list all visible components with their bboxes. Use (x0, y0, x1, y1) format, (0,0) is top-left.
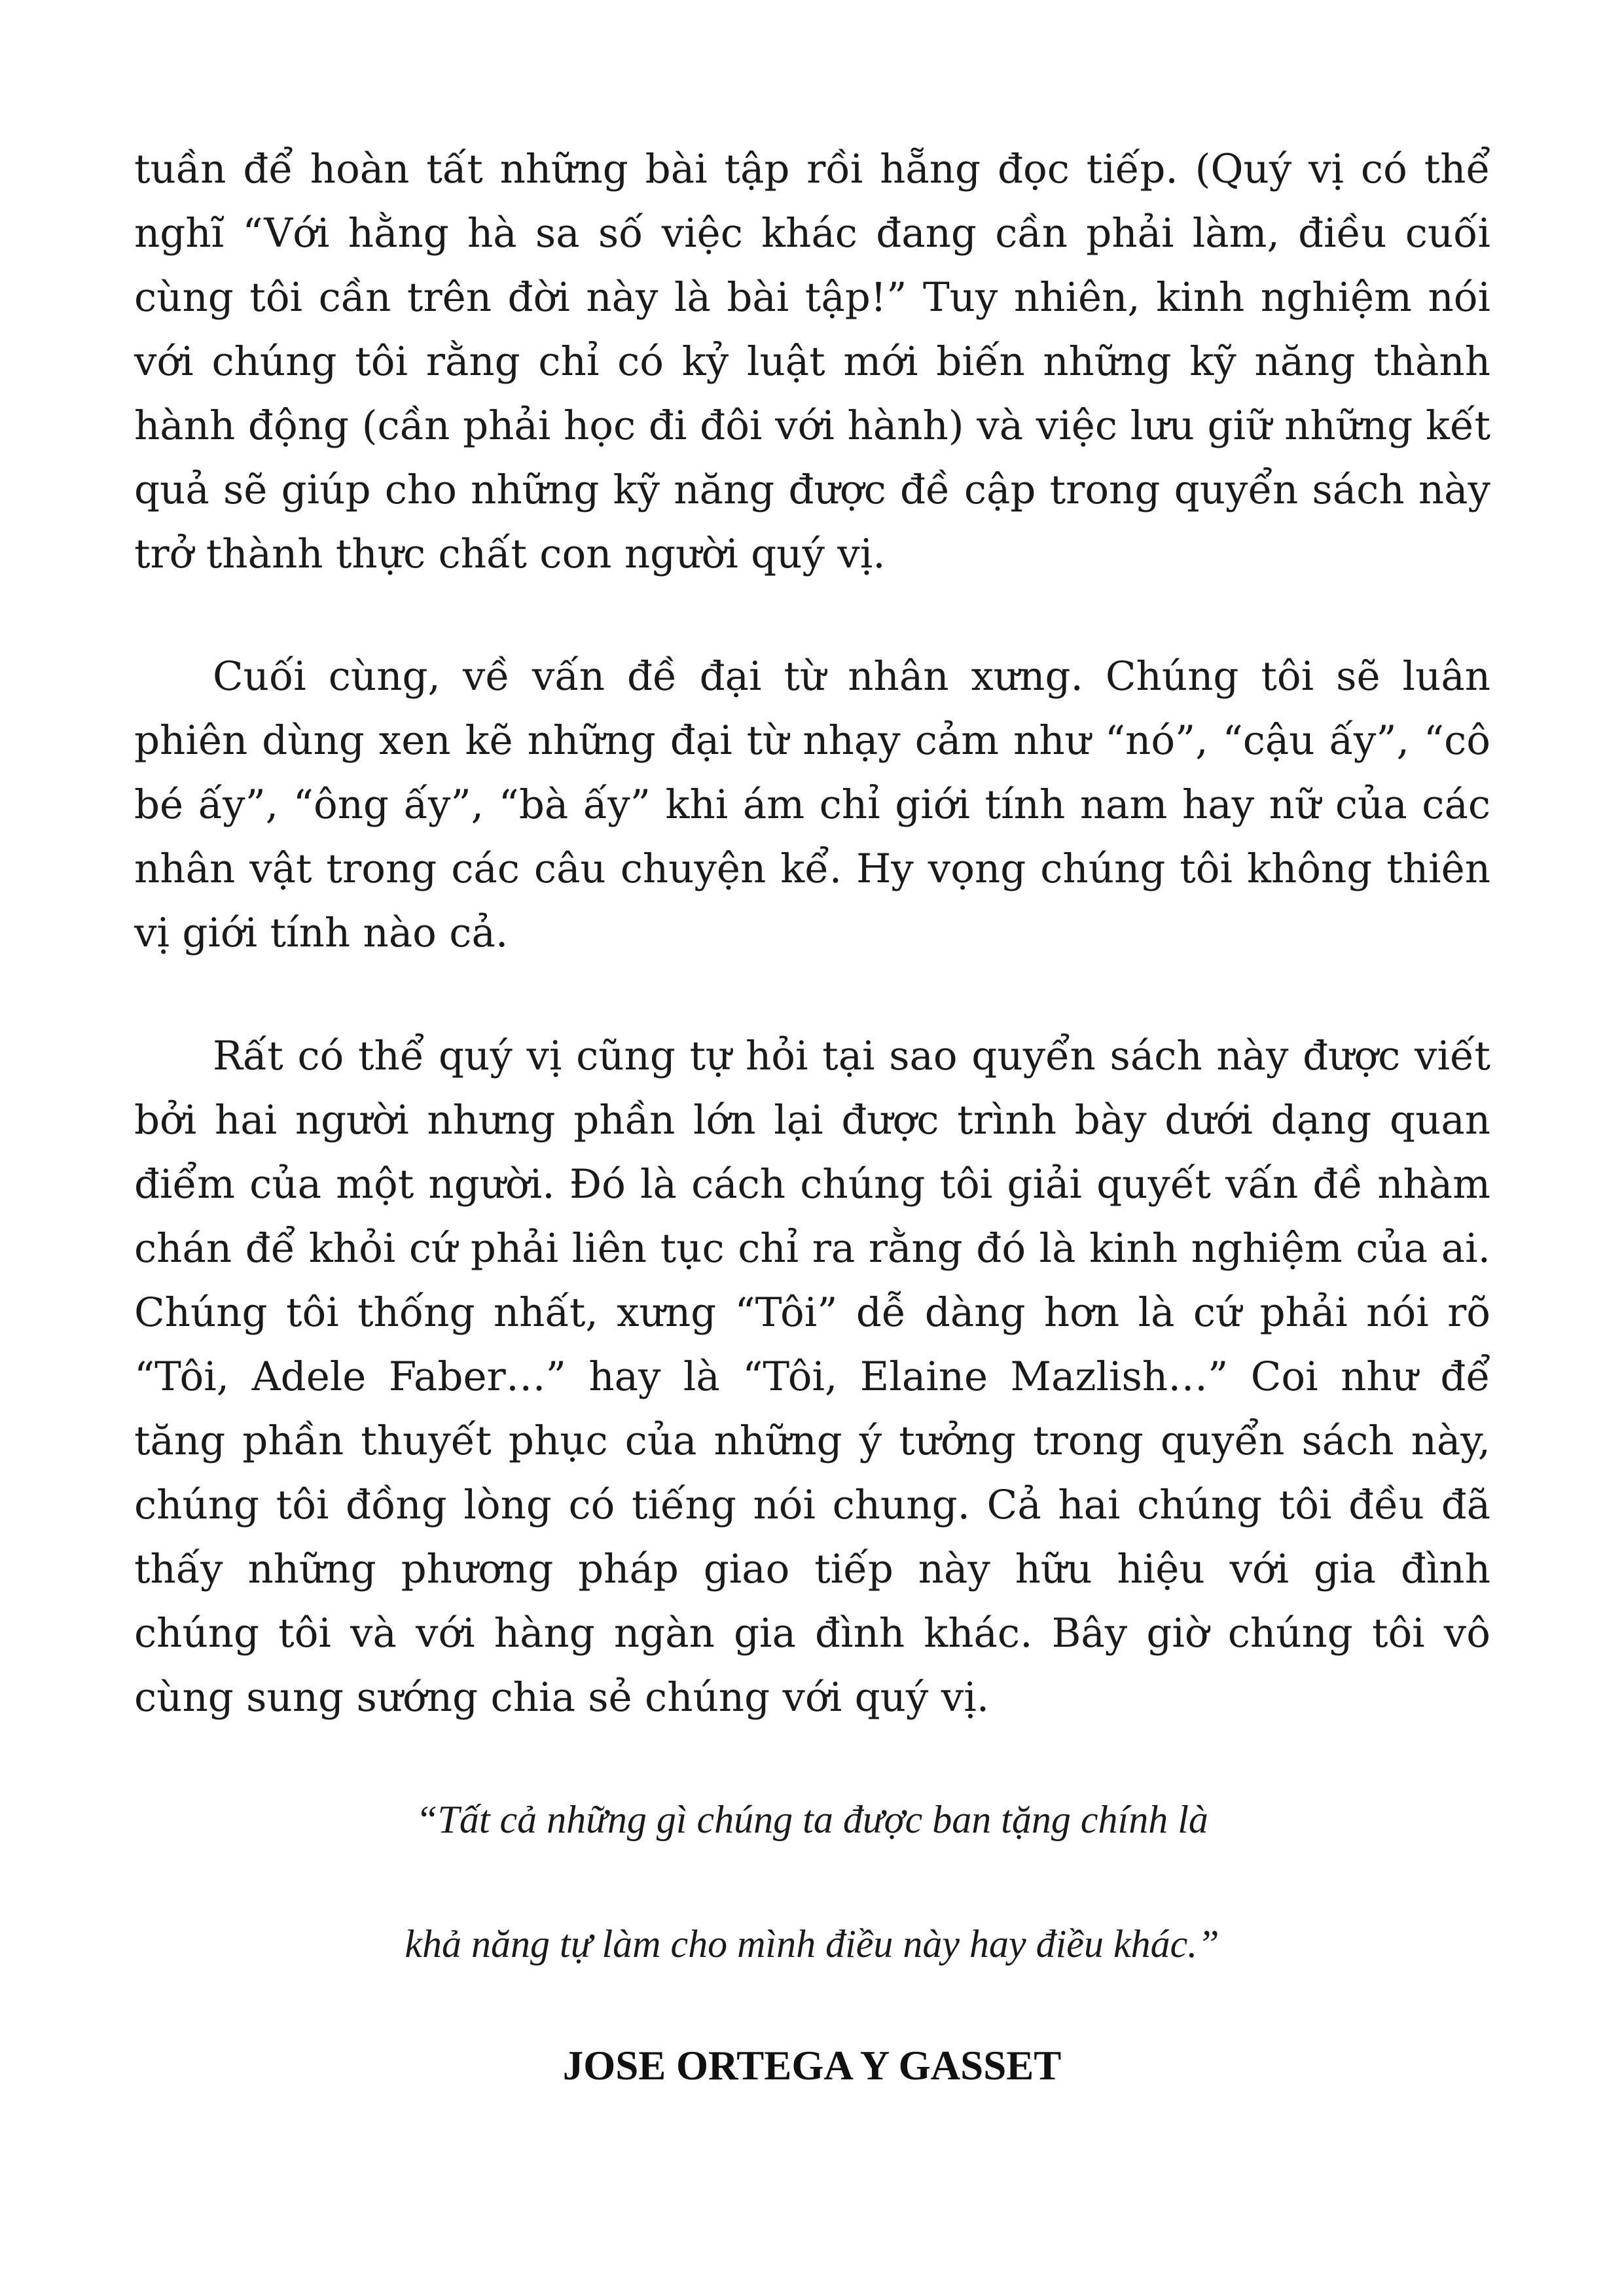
body-paragraph-pronouns: Cuối cùng, về vấn đề đại từ nhân xưng. Chúng tôi sẽ luân phiên dùng xen kẽ những đại từ nhạy cảm như “nó”, “cậu ấy”, “cô bé ấy”, “ông ấy”, “bà ấy” khi ám chỉ giới tính nam hay nữ của các nhân vật trong các câu chuyện kể. Hy vọng chúng tôi không thiên vị giới tính nào cả. (134, 653, 1490, 956)
epigraph-attribution: JOSE ORTEGA Y GASSET (562, 2043, 1062, 2089)
body-paragraph-continuation: tuần để hoàn tất những bài tập rồi hẵng đọc tiếp. (Quý vị có thể nghĩ “Với hằng hà sa số việc khác đang cần phải làm, điều cuối cùng tôi cần trên đời này là bài tập!” Tuy nhiên, kinh nghiệm nói với chúng tôi rằng chỉ có kỷ luật mới biến những kỹ năng thành hành động (cần phải học đi đôi với hành) và việc lưu giữ những kết quả sẽ giúp cho những kỹ năng được đề cập trong quyển sách này trở thành thực chất con người quý vị. (134, 146, 1490, 577)
epigraph-quote-line-1: “Tất cả những gì chúng ta được ban tặng chính là (416, 1798, 1208, 1841)
body-paragraph-authorship: Rất có thể quý vị cũng tự hỏi tại sao quyển sách này được viết bởi hai người nhưng phần lớn lại được trình bày dưới dạng quan điểm của một người. Đó là cách chúng tôi giải quyết vấn đề nhàm chán để khỏi cứ phải liên tục chỉ ra rằng đó là kinh nghiệm của ai. Chúng tôi thống nhất, xưng “Tôi” dễ dàng hơn là cứ phải nói rõ “Tôi, Adele Faber…” hay là “Tôi, Elaine Mazlish…” Coi như để tăng phần thuyết phục của những ý tưởng trong quyển sách này, chúng tôi đồng lòng có tiếng nói chung. Cả hai chúng tôi đều đã thấy những phương pháp giao tiếp này hữu hiệu với gia đình chúng tôi và với hàng ngàn gia đình khác. Bây giờ chúng tôi vô cùng sung sướng chia sẻ chúng với quý vị. (134, 1033, 1490, 1721)
epigraph-quote-line-2: khả năng tự làm cho mình điều này hay điều khác.” (405, 1922, 1219, 1965)
